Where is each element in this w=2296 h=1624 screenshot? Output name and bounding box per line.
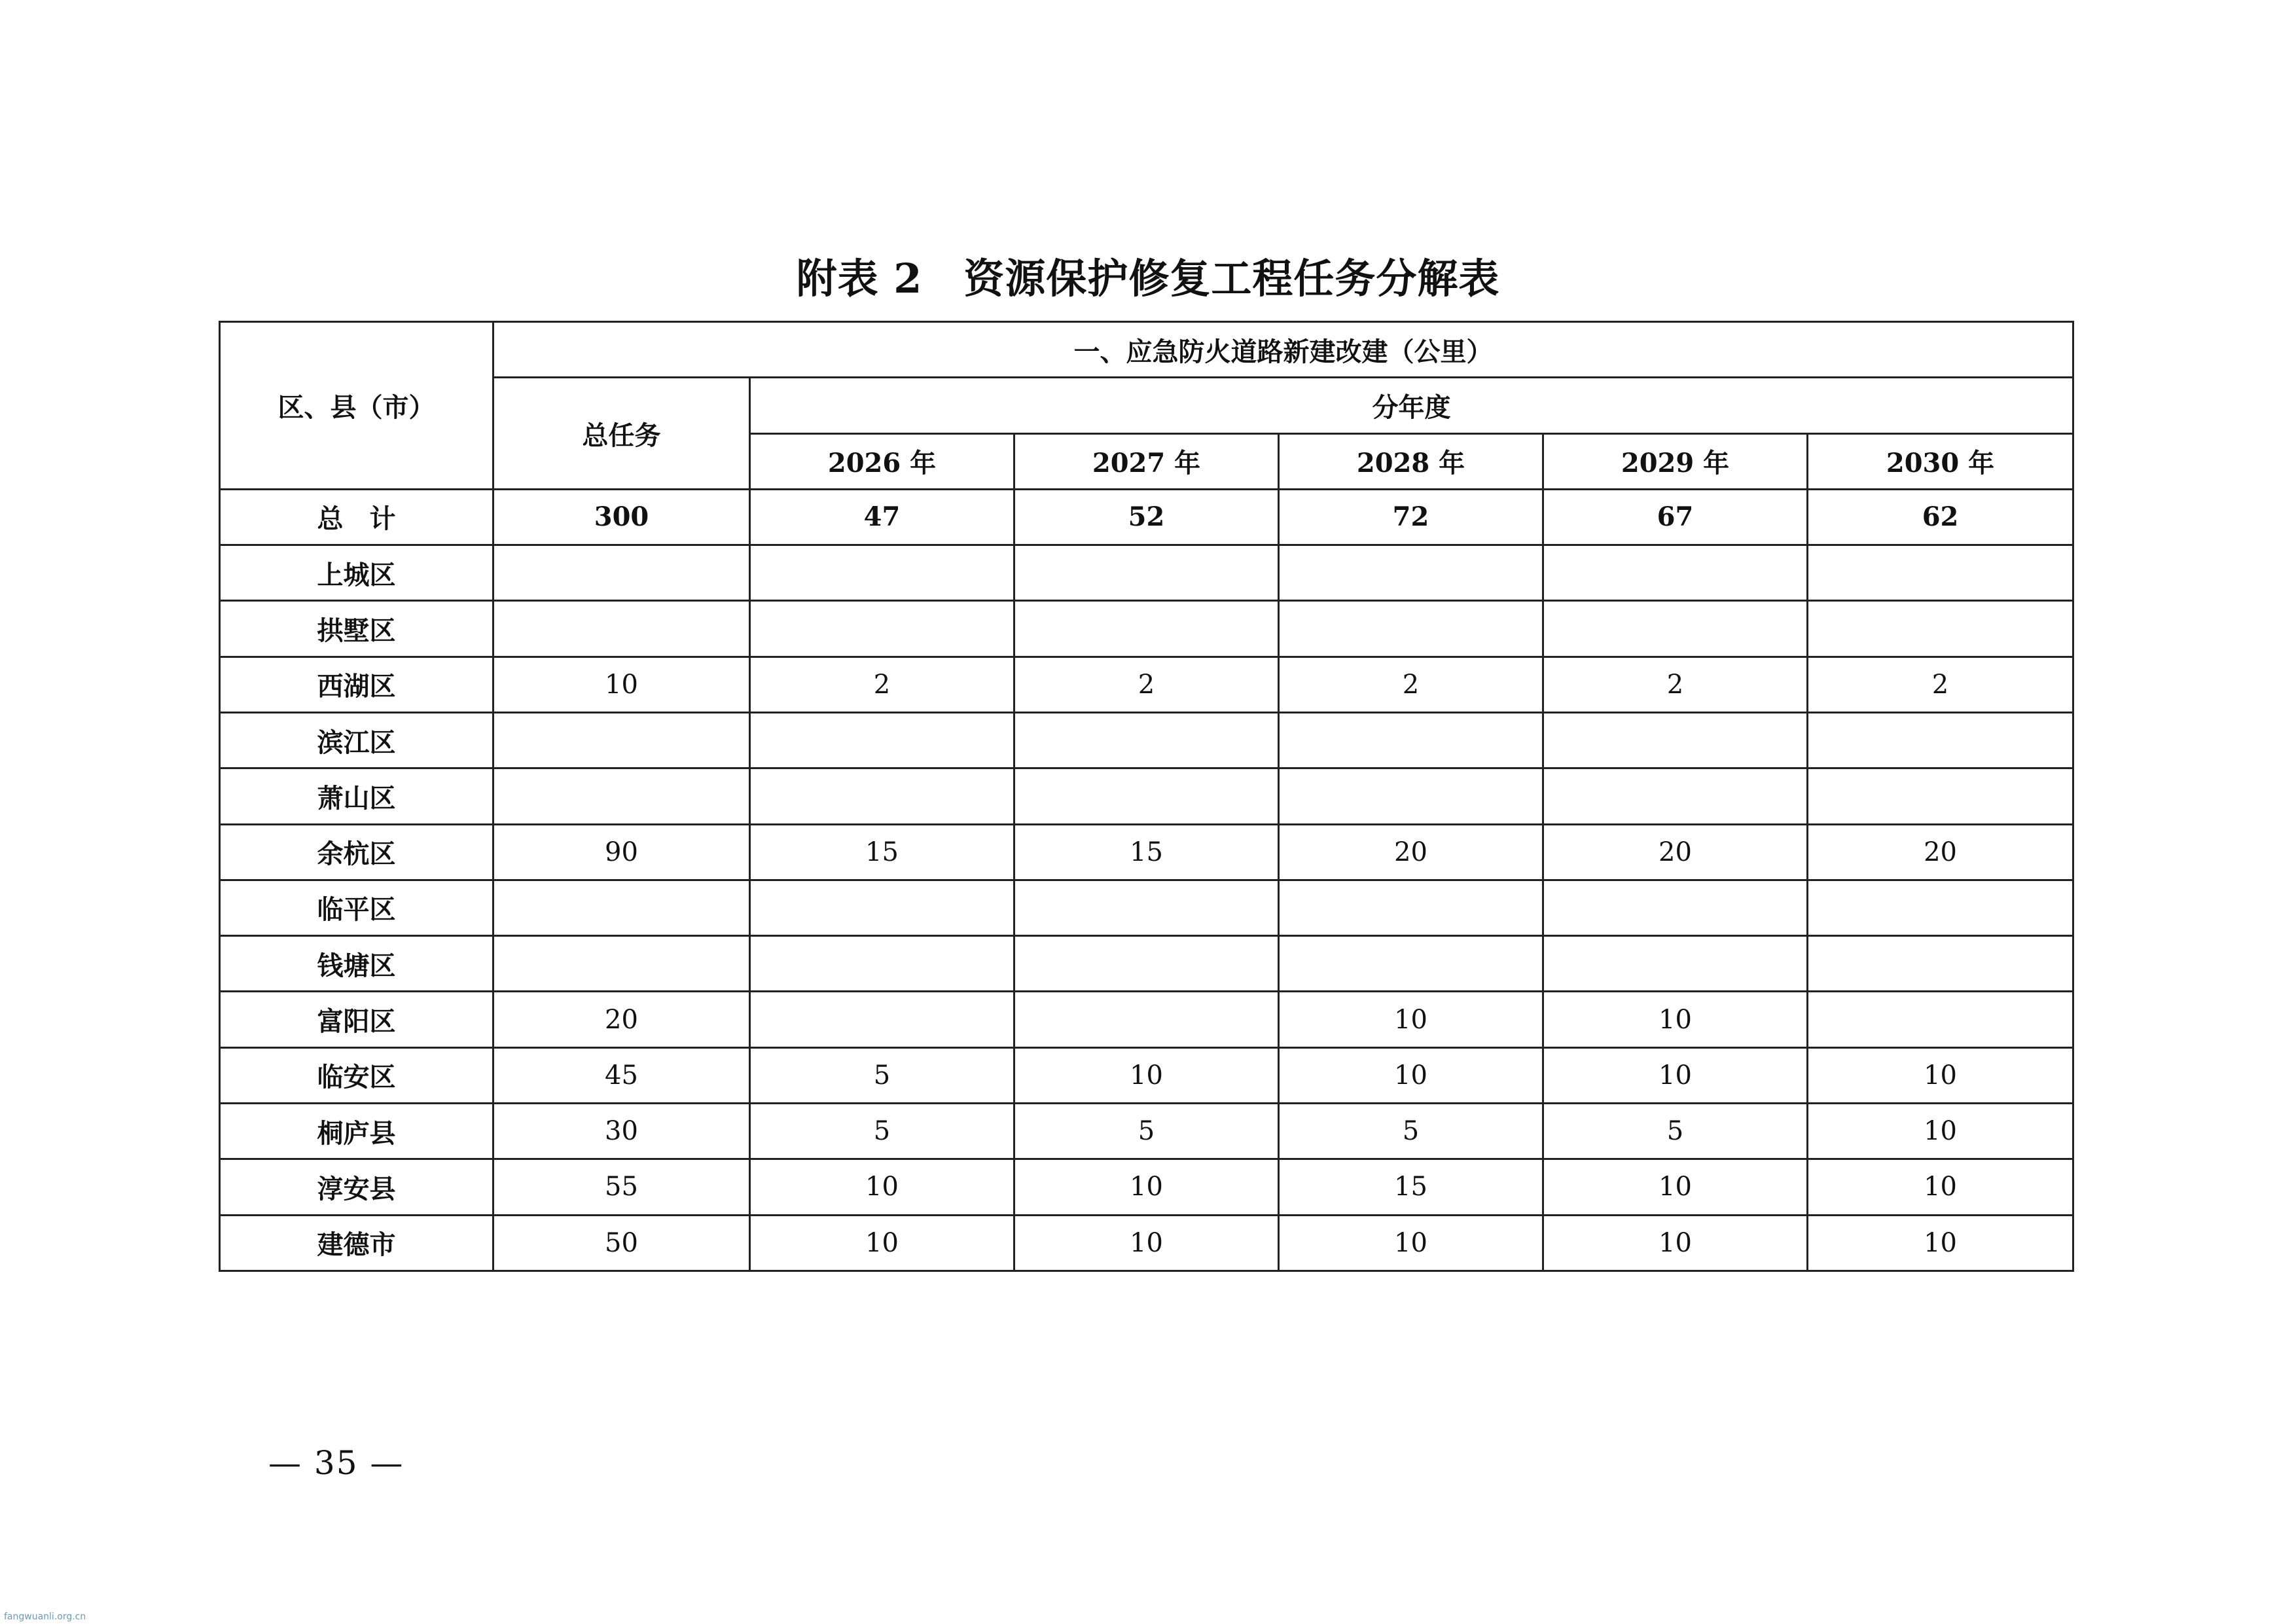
table-row	[220, 657, 2073, 712]
year-value-cell: 10	[1808, 1215, 2073, 1271]
year-value-cell: 5	[750, 1047, 1014, 1103]
year-value-cell: 10	[1014, 1215, 1279, 1271]
table-row	[220, 1215, 2073, 1271]
table-row	[220, 545, 2073, 601]
year-header: 2029 年	[1543, 433, 1808, 489]
year-value-cell: 5	[1543, 1103, 1808, 1159]
district-name: 西湖区	[220, 657, 493, 712]
sum-value: 67	[1543, 489, 1808, 545]
district-total	[493, 601, 750, 657]
table-row	[220, 824, 2073, 880]
year-header: 2028 年	[1279, 433, 1543, 489]
table-row	[220, 1159, 2073, 1215]
district-name: 建德市	[220, 1215, 493, 1271]
year-value-cell	[750, 936, 1014, 992]
district-name: 钱塘区	[220, 936, 493, 992]
district-name: 上城区	[220, 545, 493, 601]
document-title: 附表 2 资源保护修复工程任务分解表	[796, 255, 1500, 302]
table-row	[220, 936, 2073, 992]
year-value-cell	[1014, 880, 1279, 935]
district-name: 临安区	[220, 1047, 493, 1103]
year-header: 2030 年	[1808, 433, 2073, 489]
year-value-cell	[1543, 768, 1808, 824]
district-total: 90	[493, 824, 750, 880]
district-name: 桐庐县	[220, 1103, 493, 1159]
year-value-cell	[750, 880, 1014, 935]
district-total: 45	[493, 1047, 750, 1103]
year-value-cell: 10	[1808, 1103, 2073, 1159]
year-value-cell: 15	[750, 824, 1014, 880]
year-value-cell: 10	[1543, 1159, 1808, 1215]
year-value-cell: 5	[1014, 1103, 1279, 1159]
year-value-cell	[750, 992, 1014, 1047]
year-value-cell: 20	[1808, 824, 2073, 880]
district-name: 余杭区	[220, 824, 493, 880]
table-row	[220, 1103, 2073, 1159]
year-value-cell	[1808, 712, 2073, 768]
sum-value: 62	[1808, 489, 2073, 545]
district-name: 萧山区	[220, 768, 493, 824]
year-value-cell	[750, 768, 1014, 824]
district-total	[493, 712, 750, 768]
year-value-cell: 15	[1014, 824, 1279, 880]
year-value-cell	[1014, 712, 1279, 768]
district-name: 富阳区	[220, 992, 493, 1047]
year-value-cell: 5	[750, 1103, 1014, 1159]
year-value-cell: 10	[1279, 1215, 1543, 1271]
year-value-cell: 20	[1279, 824, 1543, 880]
year-value-cell	[1808, 545, 2073, 601]
year-value-cell	[1808, 768, 2073, 824]
sum-value: 72	[1279, 489, 1543, 545]
page-number: — 35 —	[268, 1444, 404, 1482]
district-total: 20	[493, 992, 750, 1047]
year-value-cell	[1279, 880, 1543, 935]
year-value-cell: 2	[1279, 657, 1543, 712]
category-header: 一、应急防火道路新建改建（公里）	[493, 322, 2073, 378]
year-value-cell	[1808, 880, 2073, 935]
district-name: 临平区	[220, 880, 493, 935]
year-value-cell	[1014, 992, 1279, 1047]
year-value-cell: 10	[1279, 992, 1543, 1047]
year-value-cell	[1543, 712, 1808, 768]
sum-row	[220, 489, 2073, 545]
year-value-cell: 10	[1543, 1215, 1808, 1271]
year-value-cell	[1808, 936, 2073, 992]
total-task-header: 总任务	[493, 378, 750, 490]
task-breakdown-table	[219, 321, 2074, 1272]
year-value-cell: 10	[1543, 992, 1808, 1047]
year-value-cell	[1279, 601, 1543, 657]
table-row	[220, 1047, 2073, 1103]
year-value-cell	[1808, 601, 2073, 657]
watermark: fangwuanli.org.cn	[4, 1612, 86, 1622]
sum-value: 52	[1014, 489, 1279, 545]
year-value-cell: 2	[1014, 657, 1279, 712]
district-total: 10	[493, 657, 750, 712]
year-value-cell: 10	[1808, 1047, 2073, 1103]
year-value-cell	[1014, 936, 1279, 992]
table-row	[220, 601, 2073, 657]
table-row	[220, 768, 2073, 824]
table-row	[220, 880, 2073, 935]
year-value-cell	[750, 601, 1014, 657]
district-total: 55	[493, 1159, 750, 1215]
year-value-cell	[750, 712, 1014, 768]
district-total	[493, 880, 750, 935]
year-value-cell	[1279, 768, 1543, 824]
year-header: 2026 年	[750, 433, 1014, 489]
district-name: 滨江区	[220, 712, 493, 768]
year-value-cell: 10	[750, 1215, 1014, 1271]
year-value-cell	[1014, 768, 1279, 824]
year-value-cell: 10	[1279, 1047, 1543, 1103]
district-total	[493, 545, 750, 601]
year-value-cell: 15	[1279, 1159, 1543, 1215]
district-total: 50	[493, 1215, 750, 1271]
district-total	[493, 936, 750, 992]
year-value-cell: 10	[1014, 1159, 1279, 1215]
year-value-cell	[1279, 712, 1543, 768]
district-total	[493, 768, 750, 824]
district-name: 淳安县	[220, 1159, 493, 1215]
district-name: 拱墅区	[220, 601, 493, 657]
year-value-cell	[750, 545, 1014, 601]
table-row	[220, 712, 2073, 768]
year-value-cell: 10	[1543, 1047, 1808, 1103]
year-value-cell: 10	[1014, 1047, 1279, 1103]
year-value-cell: 2	[1543, 657, 1808, 712]
sum-value: 47	[750, 489, 1014, 545]
year-value-cell	[1014, 601, 1279, 657]
region-header: 区、县（市）	[220, 322, 493, 490]
year-value-cell	[1014, 545, 1279, 601]
table-row	[220, 992, 2073, 1047]
year-value-cell: 2	[750, 657, 1014, 712]
year-value-cell: 5	[1279, 1103, 1543, 1159]
district-total: 30	[493, 1103, 750, 1159]
sum-label: 总 计	[220, 489, 493, 545]
year-header: 2027 年	[1014, 433, 1279, 489]
year-value-cell	[1808, 992, 2073, 1047]
sum-total: 300	[493, 489, 750, 545]
year-value-cell: 2	[1808, 657, 2073, 712]
year-value-cell: 10	[750, 1159, 1014, 1215]
year-value-cell	[1279, 936, 1543, 992]
year-value-cell	[1543, 880, 1808, 935]
year-value-cell: 10	[1808, 1159, 2073, 1215]
by-year-header: 分年度	[750, 378, 2073, 433]
year-value-cell	[1543, 601, 1808, 657]
year-value-cell	[1279, 545, 1543, 601]
year-value-cell	[1543, 936, 1808, 992]
year-value-cell: 20	[1543, 824, 1808, 880]
year-value-cell	[1543, 545, 1808, 601]
